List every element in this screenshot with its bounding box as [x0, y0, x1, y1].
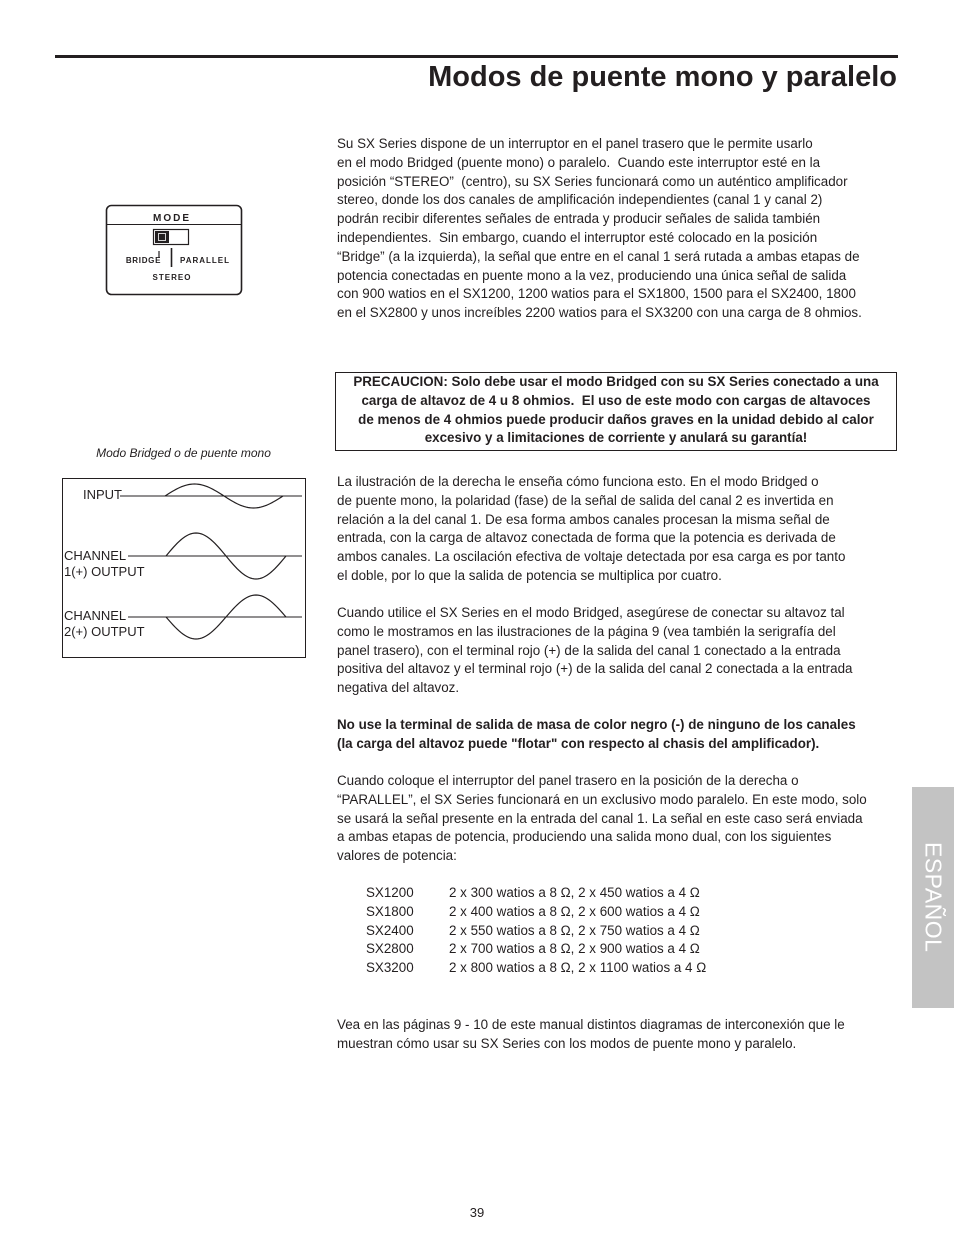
page-title: Modos de puente mono y paralelo	[428, 61, 897, 93]
channel-2-label-line-2: 2(+) OUTPUT	[64, 624, 145, 639]
table-row	[366, 903, 846, 922]
switch-knob	[155, 231, 169, 243]
channel-1-label-line-1: CHANNEL	[64, 548, 127, 563]
input-label: INPUT	[83, 487, 122, 502]
table-row	[366, 922, 846, 941]
table-row	[366, 959, 846, 978]
mode-switch-illustration	[100, 199, 248, 301]
model-name: SX2800	[366, 941, 414, 957]
mode-header-label: MODE	[153, 213, 191, 224]
diagram-caption: Modo Bridged o de puente mono	[96, 446, 271, 460]
power-ratings-table	[366, 884, 846, 978]
bridge-position-label: BRIDGE	[125, 256, 162, 265]
top-rule	[55, 55, 898, 58]
model-name: SX1200	[366, 885, 414, 900]
intro-paragraph: Su SX Series dispone de un interruptor en el panel trasero que le permite usarlo en el modo Bridged (puente mono) o paralelo. Cuando este interruptor esté en la posición “STEREO” (centro), su SX Series funcionará como un auténtico amplificador stereo, donde los dos canales de amplificación independientes (canal 1 y canal 2) podrán recibir diferentes señales de entrada y producir señales de salida también independientes. Sin embargo, cuando el interruptor esté colocado en la posición “Bridge” (a la izquierda), la señal que entre en el canal 1 será rutada a ambas etapas de potencia conectadas en puente mono a la vez, produciendo una única señal de salida con 900 watios en el SX1200, 1200 watios para el SX1800, 1500 para el SX2400, 1800 en el SX2800 y unos increíbles 2200 watios para el SX3200 con una carga de 8 ohmios.	[337, 136, 862, 321]
model-name: SX2400	[366, 922, 414, 938]
channel-1-label-line-2: 1(+) OUTPUT	[64, 564, 145, 579]
table-row	[366, 884, 846, 903]
parallel-position-label: PARALLEL	[179, 256, 231, 265]
bridge-explanation-paragraph: La ilustración de la derecha le enseña cómo funciona esto. En el modo Bridged o de puente mono, la polaridad (fase) de la señal de salida del canal 2 es invertida en relación a la del canal 1. De esa forma ambos canales procesan la misma señal de entrada, con la carga de altavoz conectada de forma que la potencia es derivada de ambos canales. La oscilación efectiva de voltaje detectada por esa carga es por tanto el doble, por lo que la salida de potencia se multiplica por cuatro.	[337, 474, 846, 583]
bridge-waveform-diagram	[60, 476, 310, 661]
power-rating: 2 x 800 watios a 8 Ω, 2 x 1100 watios a 4 Ω	[449, 960, 707, 976]
language-side-tab	[912, 787, 954, 1008]
page-number: 39	[469, 1205, 485, 1220]
bridge-connection-paragraph: Cuando utilice el SX Series en el modo Bridged, asegúrese de conectar su altavoz tal como le mostramos en las ilustraciones de la página 9 (vea también la serigrafía del panel trasero), con el terminal rojo (+) de la salida del canal 1 conectado a la entrada positiva del altavoz y el terminal rojo (+) de la salida del canal 2 conectada a la entrada negativa del altavoz.	[337, 605, 853, 696]
power-rating: 2 x 550 watios a 8 Ω, 2 x 750 watios a 4 Ω	[449, 922, 700, 938]
ground-warning-paragraph: No use la terminal de salida de masa de color negro (-) de ninguno de los canales (la carga del altavoz puede "flotar" con respecto al chasis del amplificador).	[337, 717, 856, 751]
parallel-mode-paragraph: Cuando coloque el interruptor del panel trasero en la posición de la derecha o “PARALLEL”, el SX Series funcionará en un exclusivo modo paralelo. En este modo, solo se usará la señal presente en la entrada del canal 1. La señal en este caso será enviada a ambas etapas de potencia, produciendo una salida mono dual, con los siguientes valores de potencia:	[337, 773, 867, 864]
table-row	[366, 940, 846, 959]
language-tab-label: ESPAÑOL	[920, 842, 947, 953]
model-name: SX3200	[366, 960, 414, 976]
closing-paragraph: Vea en las páginas 9 - 10 de este manual distintos diagramas de interconexión que le muestran cómo usar su SX Series con los modos de puente mono y paralelo.	[337, 1017, 845, 1051]
channel-2-label-line-1: CHANNEL	[64, 608, 127, 623]
model-name: SX1800	[366, 903, 414, 919]
stereo-position-label: STEREO	[152, 273, 192, 282]
power-rating: 2 x 400 watios a 8 Ω, 2 x 600 watios a 4 Ω	[449, 903, 700, 919]
caution-box: PRECAUCION: Solo debe usar el modo Bridged con su SX Series conectado a una carga de altavoz de 4 u 8 ohmios. El uso de este modo con cargas de altavoces de menos de 4 ohmios puede producir daños graves en la unidad debido al calor excesivo y a limitaciones de corriente y anulará su garantía!	[335, 372, 897, 451]
power-rating: 2 x 700 watios a 8 Ω, 2 x 900 watios a 4 Ω	[449, 941, 700, 957]
power-rating: 2 x 300 watios a 8 Ω, 2 x 450 watios a 4 Ω	[449, 885, 700, 900]
